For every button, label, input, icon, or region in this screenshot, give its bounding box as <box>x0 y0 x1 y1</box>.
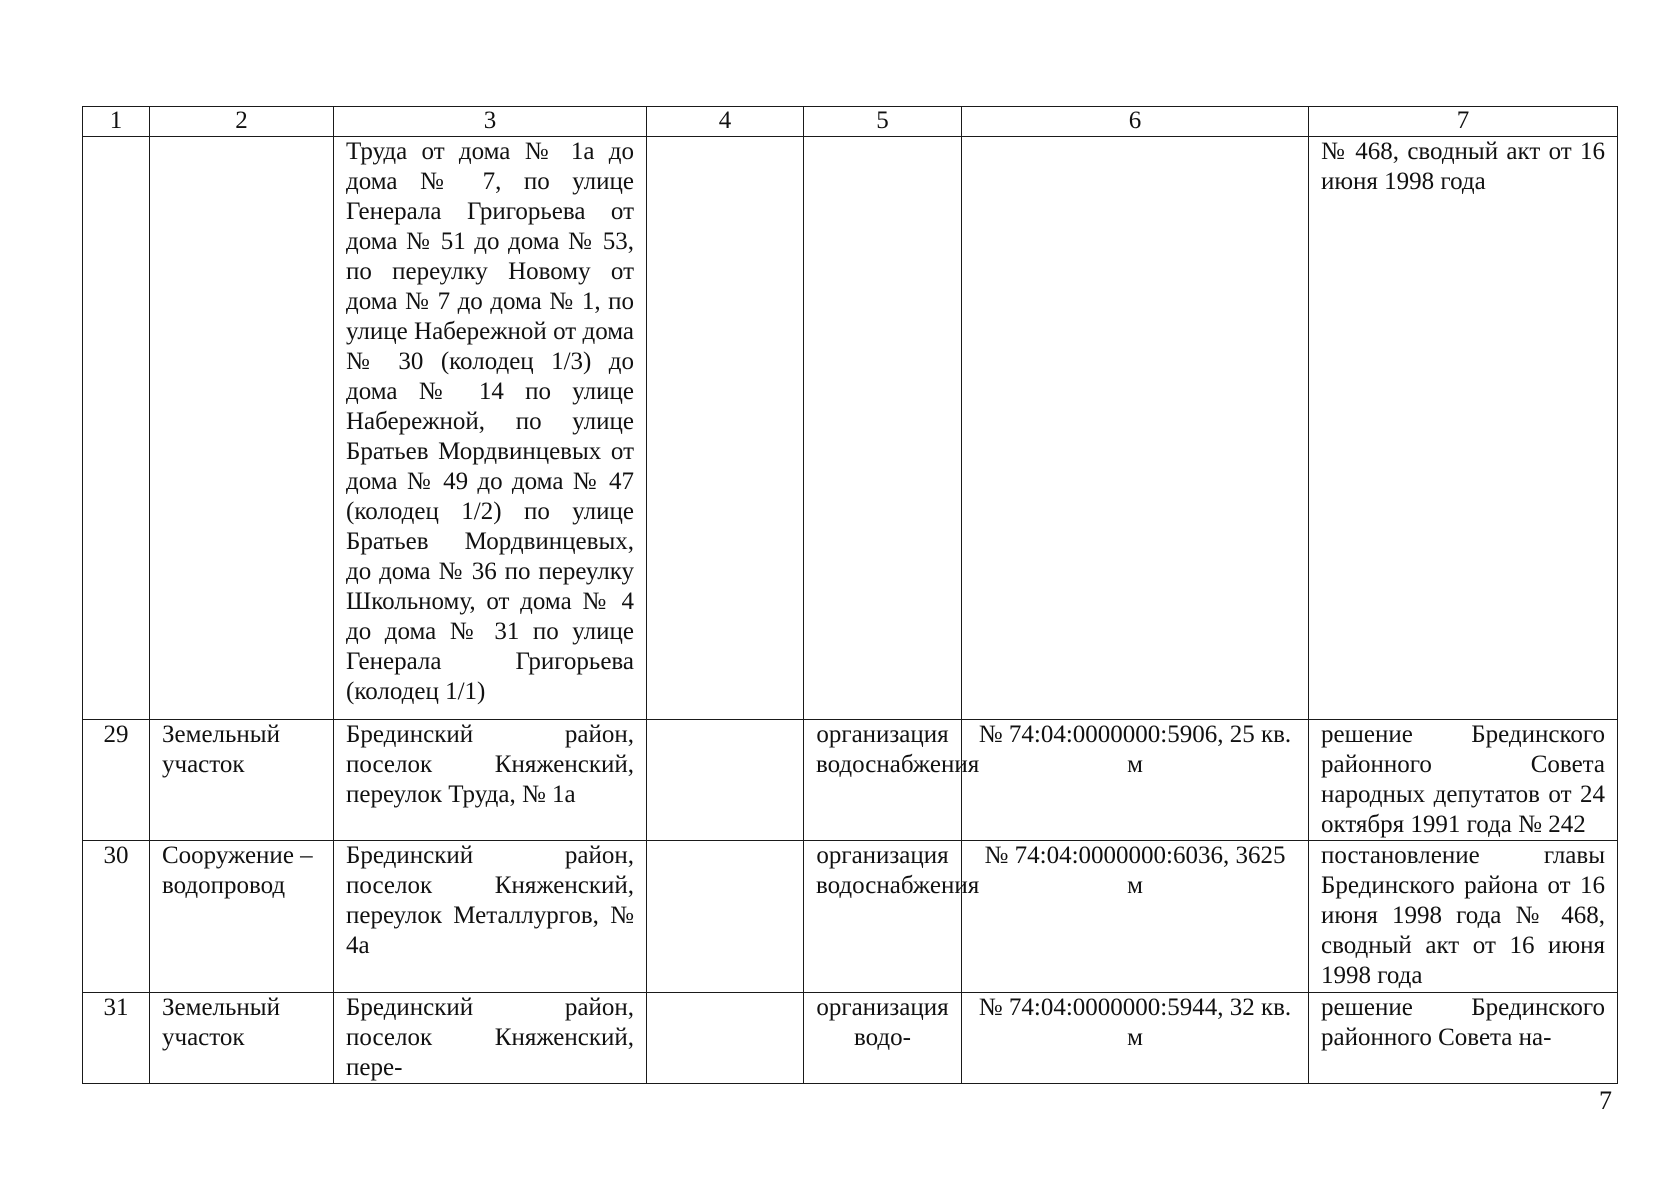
column-number-4: 4 <box>647 107 804 137</box>
page-number: 7 <box>1599 1086 1612 1115</box>
property-registry-table <box>82 106 1618 1084</box>
object-address: Брединский район, поселок Княженский, переулок Металлургов, № 4а <box>334 841 647 993</box>
row-number: 31 <box>83 993 150 1084</box>
object-name: Сооружение – водопровод <box>150 841 334 993</box>
object-address: Труда от дома № 1а до дома № 7, по улице Генерала Григорьева от дома № 51 до дома № 53, по переулку Новому от дома № 7 до дома № 1, по улице Набережной от дома № 30 (колодец 1/3) до дома № 14 по улице Набережной, по улице Братьев Мордвинцевых от дома № 49 до дома № 47 (колодец 1/2) по улице Братьев Мордвинцевых, до дома № 36 по переулку Школьному, от дома № 4 до дома № 31 по улице Генерала Григорьева (колодец 1/1) <box>334 137 647 720</box>
object-purpose: организация водоснабжения <box>804 841 962 993</box>
column-number-row <box>83 107 1618 137</box>
column-number-3: 3 <box>334 107 647 137</box>
object-address: Брединский район, поселок Княженский, переулок Труда, № 1а <box>334 720 647 841</box>
row-number <box>83 137 150 720</box>
ownership-basis: № 468, сводный акт от 16 июня 1998 года <box>1309 137 1618 720</box>
cadastral-number: № 74:04:0000000:6036, 3625 м <box>962 841 1309 993</box>
column-4-cell <box>647 841 804 993</box>
cadastral-number <box>962 137 1309 720</box>
table-row <box>83 720 1618 841</box>
column-number-1: 1 <box>83 107 150 137</box>
ownership-basis: решение Брединского районного Совета на- <box>1309 993 1618 1084</box>
ownership-basis: постановление главы Брединского района от 16 июня 1998 года № 468, сводный акт от 16 июня 1998 года <box>1309 841 1618 993</box>
object-purpose: организация водоснабжения <box>804 720 962 841</box>
object-name: Земельный участок <box>150 993 334 1084</box>
column-4-cell <box>647 993 804 1084</box>
table-row <box>83 841 1618 993</box>
column-4-cell <box>647 720 804 841</box>
object-purpose: организация водо- <box>804 993 962 1084</box>
object-purpose <box>804 137 962 720</box>
cadastral-number: № 74:04:0000000:5944, 32 кв. м <box>962 993 1309 1084</box>
cadastral-number: № 74:04:0000000:5906, 25 кв. м <box>962 720 1309 841</box>
row-number: 30 <box>83 841 150 993</box>
row-number: 29 <box>83 720 150 841</box>
object-name: Земельный участок <box>150 720 334 841</box>
table-row <box>83 137 1618 720</box>
object-name <box>150 137 334 720</box>
object-address: Брединский район, поселок Княженский, пере- <box>334 993 647 1084</box>
column-number-6: 6 <box>962 107 1309 137</box>
column-number-7: 7 <box>1309 107 1618 137</box>
column-number-5: 5 <box>804 107 962 137</box>
table-row <box>83 993 1618 1084</box>
column-number-2: 2 <box>150 107 334 137</box>
ownership-basis: решение Брединского районного Совета народных депутатов от 24 октября 1991 года № 242 <box>1309 720 1618 841</box>
column-4-cell <box>647 137 804 720</box>
